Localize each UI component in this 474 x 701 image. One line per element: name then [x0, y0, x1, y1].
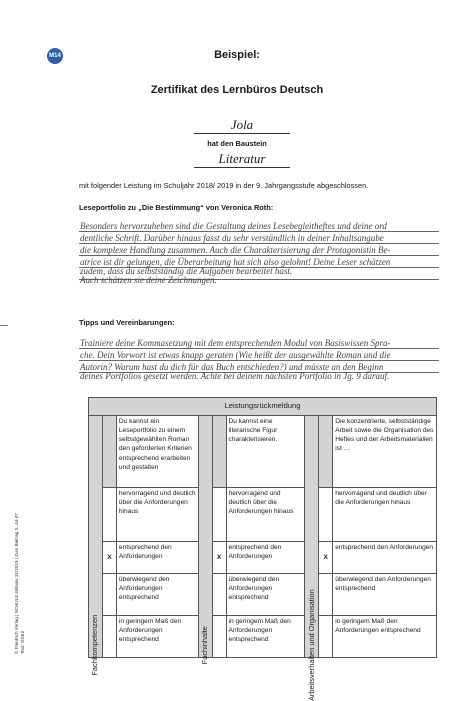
level-text: entsprechend den Anforderungen — [226, 541, 305, 573]
checkmark-cell: X — [212, 541, 226, 573]
module-name: Literatur — [194, 151, 290, 168]
feedback-line: zudem, dass du selbstständig die Aufgaben bearbeitet hast. — [80, 266, 293, 276]
checkmark-cell: X — [319, 541, 333, 573]
level-text: hervorragend und deutlich über die Anforderungen hinaus — [333, 487, 437, 541]
material-badge: M14 — [47, 48, 63, 64]
feedback-line: die komplexe Handlung zusammen. Auch die Charakterisierung der Protagonistin Be- — [80, 245, 391, 255]
tips-line: che. Dein Vorwort ist etwas knapp geraten (Wie heißt der ausgewählte Roman und die — [80, 350, 391, 360]
section-label-cell — [89, 415, 103, 676]
certificate-title: Zertifikat des Lernbüros Deutsch — [150, 84, 324, 96]
margin-mark — [0, 325, 8, 326]
feedback-line: atrice ist dir gelungen, die Überarbeitung hat sich also gelohnt! Deine Leser schätzen — [80, 257, 391, 267]
tips-line: deines Portfolios gesetzt werden. Achte bei deinem nächsten Portfolio in Jg. 9 darauf. — [80, 371, 390, 381]
level-text: entsprechend den Anforderungen — [333, 541, 437, 573]
checkmark-cell: X — [102, 541, 116, 573]
level-text: in geringem Maß den Anforderungen entsprechend — [116, 615, 198, 657]
criterion-text: Die konzentrierte, selbstständige Arbeit sowie die Organisation des Heftes und der Arbeitsmaterialien ist … — [333, 415, 437, 487]
level-text: überwiegend den Anforderungen entsprechend — [333, 573, 437, 615]
has-module-text: hat den Baustein — [207, 139, 267, 148]
level-text: entsprechend den Anforderungen — [116, 541, 198, 573]
level-text: hervorragend und deutlich über die Anforderungen hinaus — [116, 487, 198, 541]
section-label: Fachkompetenzen — [90, 615, 100, 676]
portfolio-heading: Leseportfolio zu „Die Bestimmung“ von Veronica Roth: — [79, 203, 274, 212]
text-credit-line: Text: GSE2 — [19, 630, 25, 654]
student-name: Jola — [194, 117, 290, 134]
level-text: in geringem Maß den Anforderungen entsprechend — [226, 615, 305, 657]
level-text: in geringem Maß den Anforderungen entsprechend — [333, 615, 437, 657]
section-label-cell — [305, 415, 319, 701]
level-text: überwiegend den Anforderungen entsprechend — [226, 573, 305, 615]
level-text: hervorragend und deutlich über die Anforderungen hinaus — [226, 487, 305, 541]
completion-text: mit folgender Leistung im Schuljahr 2018/ 2019 in der 9. Jahrgangsstufe abgeschlossen. — [79, 181, 369, 190]
tips-heading: Tipps und Vereinbarungen: — [79, 318, 175, 327]
feedback-line: dentliche Schrift. Darüber hinaus fasst du sehr verständlich in deiner Inhaltsangabe — [80, 233, 384, 243]
criterion-text: Du kannst ein Leseportfolio zu einem selbstgewählten Roman den geforderten Kriterien entsprechend erarbeiten und gestalten — [116, 415, 198, 487]
section-label-cell — [198, 415, 212, 665]
table-header: Leistungsrückmeldung — [89, 398, 437, 416]
copyright-note — [14, 513, 26, 654]
page-title: Beispiel: — [214, 49, 260, 61]
assessment-table — [88, 397, 437, 701]
tips-line: Trainiere deine Kommasetzung mit dem entsprechenden Modul von Basiswissen Spra- — [80, 338, 391, 348]
section-label: Fachinhalte — [199, 626, 209, 665]
section-label: Arbeitsverhalten und Organisation — [306, 589, 316, 701]
tips-line: Autorin? Warum hast du dich für das Buch entschieden?) und müsste an den Beginn — [80, 362, 384, 372]
feedback-line: Auch schätzen sie deine Zeichnungen. — [80, 275, 217, 285]
copyright-line: © Friedrich Verlag | SCHULE inklusiv 31/2019 | Zum Beitrag S. 44-47 — [14, 513, 19, 654]
criterion-text: Du kannst eine literarische Figur charakterisieren. — [226, 415, 305, 487]
feedback-line: Besonders hervorzuheben sind die Gestaltung deines Lesebegleitheftes und deine ord — [80, 221, 387, 231]
level-text: überwiegend den Anforderungen entsprechend — [116, 573, 198, 615]
